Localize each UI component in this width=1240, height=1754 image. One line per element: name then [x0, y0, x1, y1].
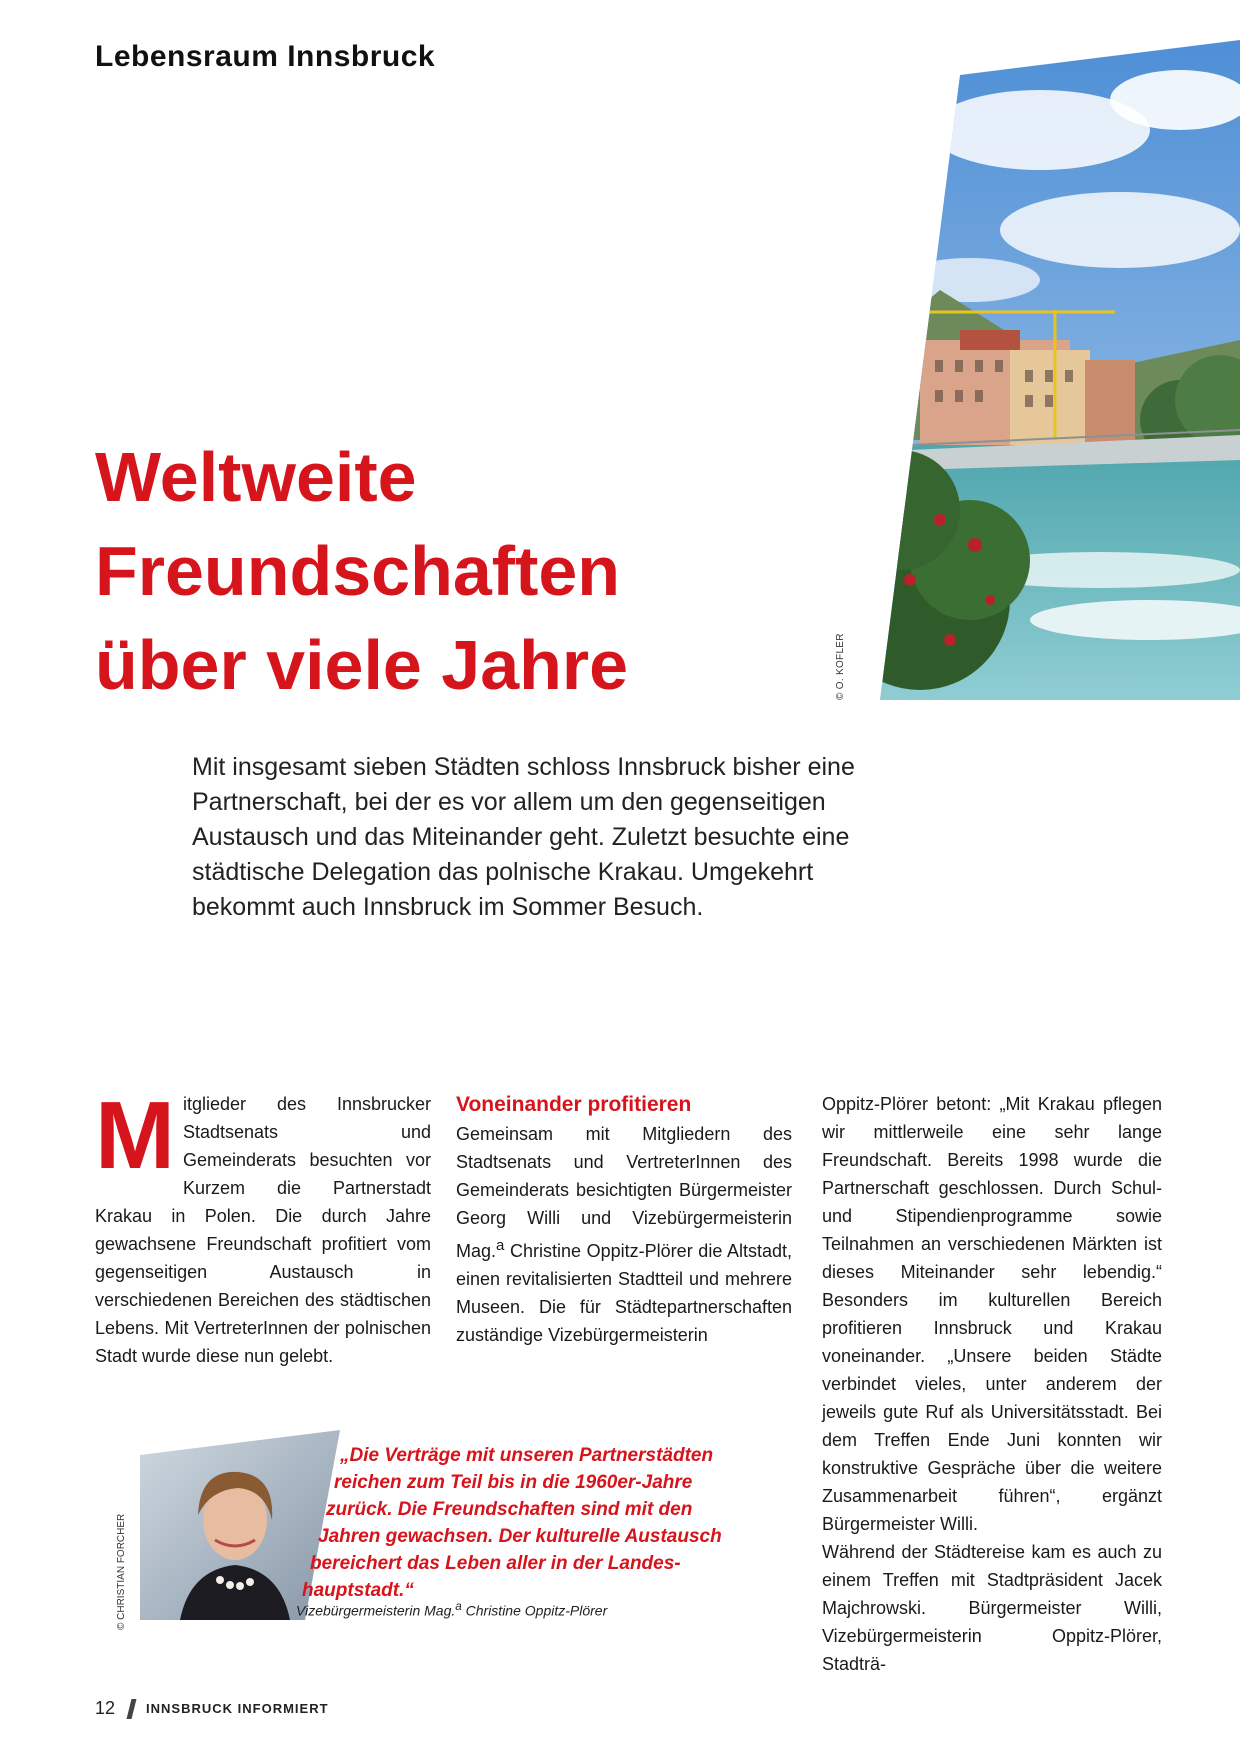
footer-divider	[127, 1699, 137, 1719]
body-column-3	[822, 1090, 1162, 1678]
hero-photo-credit: © O. KOFLER	[835, 633, 846, 700]
headline-line-1: Weltweite	[95, 438, 417, 516]
body-text-2	[456, 1120, 792, 1349]
quote-author-end: Christine Oppitz-Plörer	[461, 1602, 608, 1619]
portrait-photo-credit: © CHRISTIAN FORCHER	[116, 1513, 127, 1630]
body-column-1	[95, 1082, 431, 1370]
lead-paragraph: Mit insgesamt sieben Städten schloss Innsbruck bisher eine Partnerschaft, bei der es vor allem um den gegenseitigen Austausch und das Miteinander geht. Zuletzt besuchte eine städtische Delegation das polnische Krakau. Umgekehrt bekommt auch Innsbruck im Sommer Besuch.	[192, 753, 855, 921]
body-text-2-start: Gemeinsam mit Mitgliedern des Stadtsenats und VertreterInnen des Gemeinderats besichtigten Bürgermeister Georg Willi und Vizebürgermeisterin Mag.	[456, 1124, 792, 1261]
quote-line-3: zurück. Die Freundschaften sind mit den	[326, 1499, 693, 1520]
quote-line-2: reichen zum Teil bis in die 1960er-Jahre	[334, 1472, 693, 1493]
quote-line-4: Jahren gewachsen. Der kulturelle Austausch	[318, 1526, 722, 1547]
quote-author-start: Vizebürgermeisterin Mag.	[296, 1602, 456, 1619]
publication-name: INNSBRUCK INFORMIERT	[146, 1701, 329, 1716]
quote-line-5: bereichert das Leben aller in der Landes-	[310, 1553, 681, 1574]
quote-line-6: hauptstadt.“	[302, 1580, 414, 1601]
page-footer	[95, 1698, 329, 1719]
body-text-2-end: Christine Oppitz-Plörer die Altstadt, einen revitalisierten Stadtteil und mehrere Museen. Die für Städtepartnerschaften zuständige Vizebürgermeisterin	[456, 1241, 792, 1345]
subheading: Voneinander profitieren	[456, 1093, 692, 1116]
headline	[95, 430, 815, 712]
quote-author	[296, 1600, 607, 1619]
body-text-3: Oppitz-Plörer betont: „Mit Krakau pflegen wir mittlerweile eine sehr lange Freundschaft. Bereits 1998 wurde die Partnerschaft geschlossen. Durch Schul- und Stipendienprogramme sowie Teilnahmen an verschiedenen Märkten ist dieses Miteinander sehr lebendig.“ Besonders im kulturellen Bereich profitieren Innsbruck und Krakau voneinander. „Unsere beiden Städte verbindet vieles, unter anderem der jeweils gute Ruf als Universitätsstadt. Bei dem Treffen Ende Juni konnten wir konstruktive Gespräche über die weitere Zusammenarbeit führen“, ergänzt Bürgermeister Willi.	[822, 1094, 1162, 1534]
pull-quote	[300, 1442, 720, 1604]
body-column-2	[456, 1090, 792, 1349]
quote-author-superscript: a	[455, 1600, 462, 1613]
drop-cap: M	[95, 1082, 175, 1189]
quote-line-1: „Die Verträge mit unseren Partnerstädten	[340, 1445, 714, 1466]
body-text-1: itglieder des Innsbrucker Stadtsenats und Gemeinderats besuchten vor Kurzem die Partnerstadt Krakau in Polen. Die durch Jahre gewachsene Freundschaft profitiert vom gegenseitigen Austausch in verschiedenen Bereichen des städtischen Lebens. Mit VertreterInnen der polnischen Stadt wurde diese nun gelebt.	[95, 1094, 431, 1366]
superscript-a: a	[496, 1237, 505, 1254]
page-number: 12	[95, 1698, 116, 1718]
headline-line-2: Freundschaften	[95, 532, 621, 610]
hero-photo	[880, 40, 1240, 700]
section-label: Lebensraum Innsbruck	[95, 40, 436, 73]
headline-line-3: über viele Jahre	[95, 626, 629, 704]
body-text-4: Während der Städtereise kam es auch zu einem Treffen mit Stadtpräsident Jacek Majchrowski. Bürgermeister Willi, Vizebürgermeisterin Oppitz-Plörer, Stadträ-	[822, 1542, 1162, 1674]
